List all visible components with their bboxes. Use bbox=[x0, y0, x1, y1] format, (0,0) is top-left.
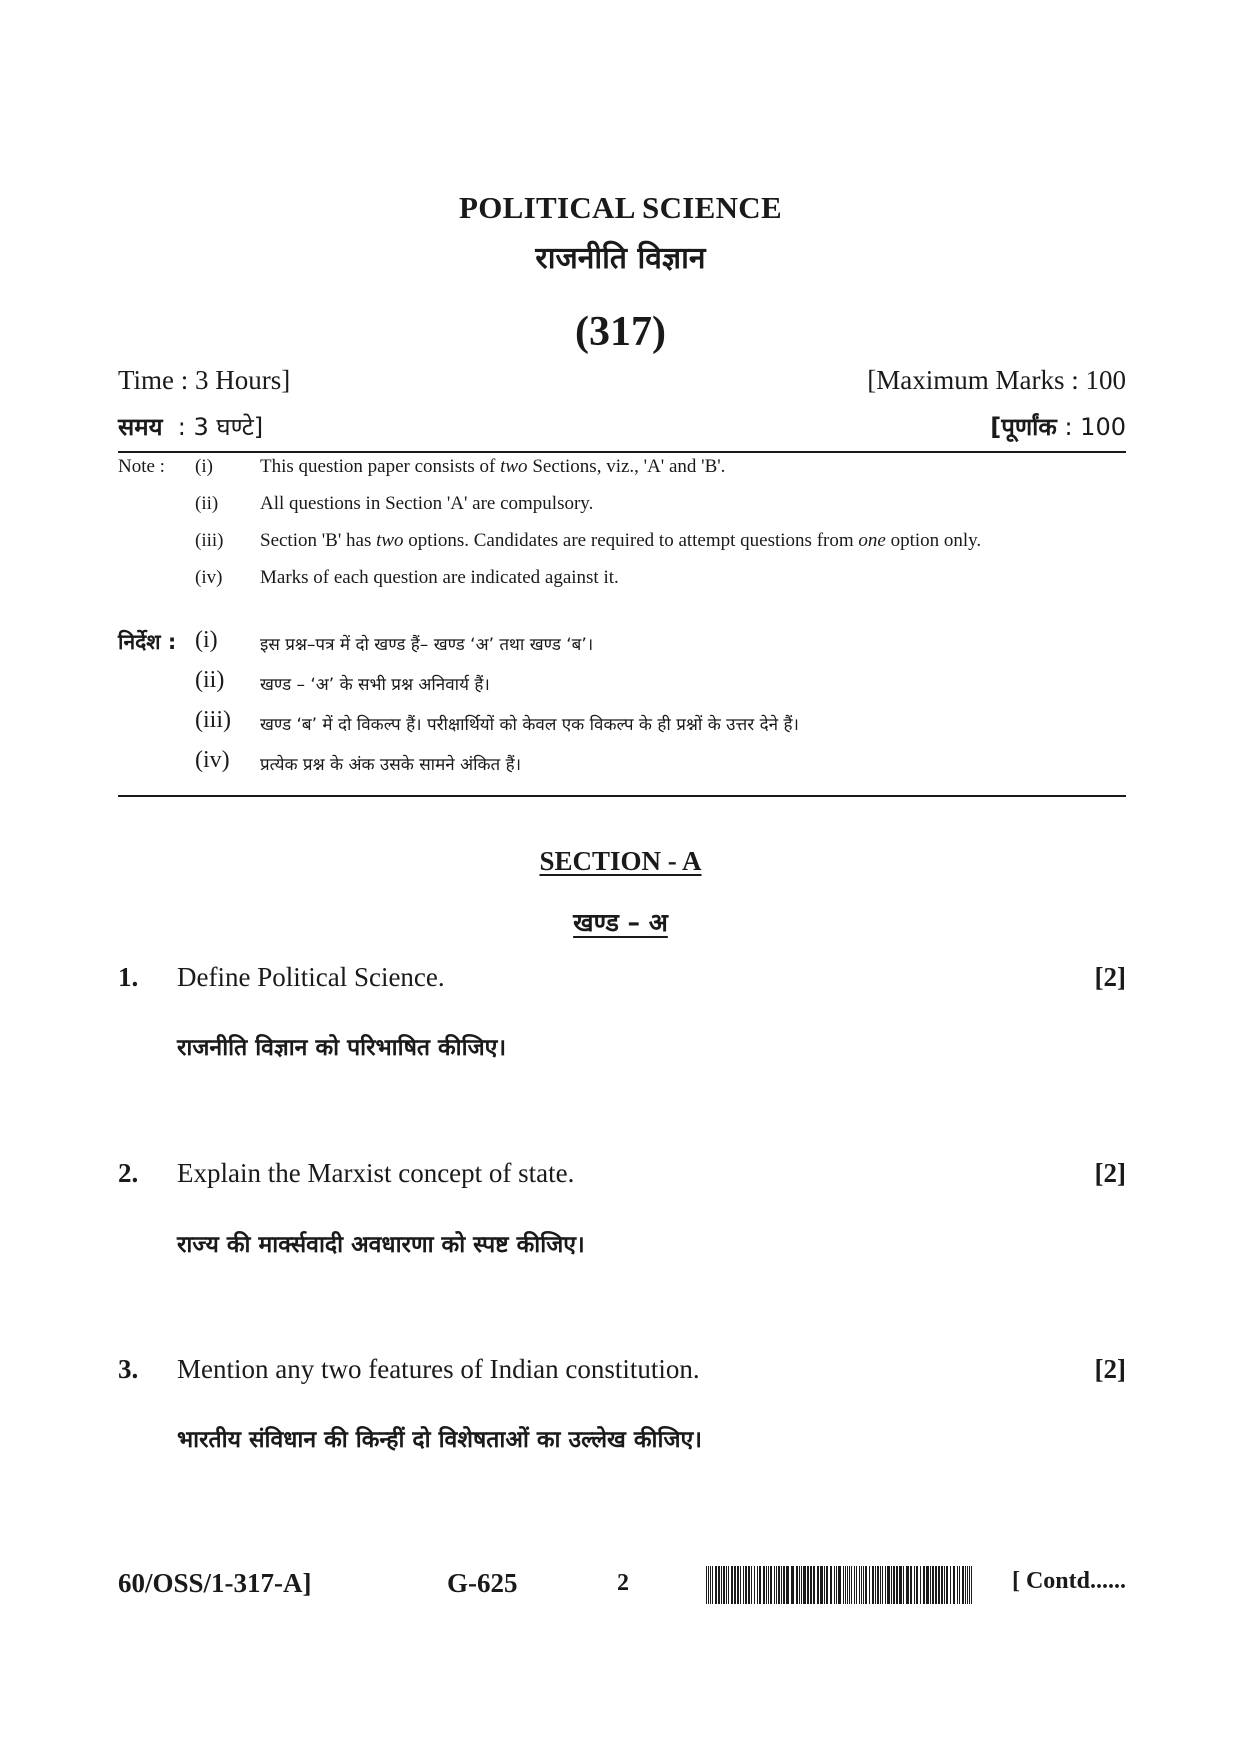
time-en: Time : 3 Hours] bbox=[118, 365, 291, 395]
max-marks-hi bbox=[990, 410, 1126, 443]
max-marks-en: [Maximum Marks : 100 bbox=[867, 365, 1126, 395]
question-2-number: 2. bbox=[118, 1158, 139, 1188]
question-3-number: 3. bbox=[118, 1354, 139, 1384]
question-3-text-hi: भारतीय संविधान की किन्हीं दो विशेषताओं का उल्लेख कीजिए। bbox=[177, 1427, 702, 1453]
max-marks-hi-label: [पूर्णांक bbox=[990, 413, 1057, 441]
note-num-3: (iii) bbox=[195, 530, 224, 551]
barcode-icon bbox=[706, 1566, 976, 1604]
note-num-4: (iv) bbox=[195, 567, 223, 588]
question-2-text-hi: राज्य की मार्क्सवादी अवधारणा को स्पष्ट कीजिए। bbox=[177, 1232, 585, 1258]
note-label: Note : bbox=[118, 456, 165, 477]
note-text-4: Marks of each question are indicated against it. bbox=[260, 567, 619, 588]
question-1-text-en: Define Political Science. bbox=[177, 962, 445, 992]
note-num-1: (i) bbox=[195, 456, 213, 477]
note-num-2: (ii) bbox=[195, 493, 219, 514]
max-marks-hi-value: : 100 bbox=[1064, 413, 1126, 441]
section-title-en: SECTION - A bbox=[539, 846, 702, 876]
nirdesh-num-2: (ii) bbox=[195, 667, 225, 693]
question-3-text-en: Mention any two features of Indian constitution. bbox=[177, 1354, 700, 1384]
note-text-3: Section 'B' has two options. Candidates are required to attempt questions from one option only. bbox=[260, 530, 982, 551]
footer-page-number: 2 bbox=[617, 1570, 629, 1596]
subject-title-hi: राजनीति विज्ञान bbox=[535, 241, 706, 276]
nirdesh-num-3: (iii) bbox=[195, 707, 231, 733]
nirdesh-num-4: (iv) bbox=[195, 747, 230, 773]
header-rule bbox=[118, 451, 1126, 453]
question-1-text-hi: राजनीति विज्ञान को परिभाषित कीजिए। bbox=[177, 1035, 507, 1061]
time-hi-value: : 3 घण्टे] bbox=[177, 413, 264, 441]
subject-code: (317) bbox=[575, 309, 666, 355]
question-1-marks: [2] bbox=[1094, 962, 1126, 992]
question-2-text-en: Explain the Marxist concept of state. bbox=[177, 1158, 575, 1188]
note-text-1: This question paper consists of two Sections, viz., 'A' and 'B'. bbox=[260, 456, 726, 477]
instructions-rule bbox=[118, 795, 1126, 797]
footer-contd: [ Contd...... bbox=[1011, 1568, 1126, 1594]
footer-paper-code: 60/OSS/1-317-A] bbox=[118, 1568, 312, 1598]
section-title-hi: खण्ड – अ bbox=[573, 908, 668, 937]
nirdesh-text-1: इस प्रश्न–पत्र में दो खण्ड हैं– खण्ड ‘अ’ तथा खण्ड ‘ब’। bbox=[260, 635, 594, 655]
time-hi-label: समय bbox=[118, 413, 163, 441]
note-text-2: All questions in Section 'A' are compulsory. bbox=[260, 493, 594, 514]
footer-set-code: G-625 bbox=[447, 1568, 518, 1598]
question-2-marks: [2] bbox=[1094, 1158, 1126, 1188]
time-hi bbox=[118, 410, 263, 443]
subject-title-en: POLITICAL SCIENCE bbox=[459, 190, 782, 225]
question-3-marks: [2] bbox=[1094, 1354, 1126, 1384]
nirdesh-text-3: खण्ड ‘ब’ में दो विकल्प हैं। परीक्षार्थियों को केवल एक विकल्प के ही प्रश्नों के उत्तर देने हैं। bbox=[260, 715, 799, 735]
question-1-number: 1. bbox=[118, 962, 139, 992]
nirdesh-label: निर्देश : bbox=[118, 630, 177, 654]
nirdesh-text-2: खण्ड – ‘अ’ के सभी प्रश्न अनिवार्य हैं। bbox=[260, 675, 490, 695]
nirdesh-num-1: (i) bbox=[195, 627, 218, 653]
nirdesh-text-4: प्रत्येक प्रश्न के अंक उसके सामने अंकित हैं। bbox=[260, 755, 522, 775]
